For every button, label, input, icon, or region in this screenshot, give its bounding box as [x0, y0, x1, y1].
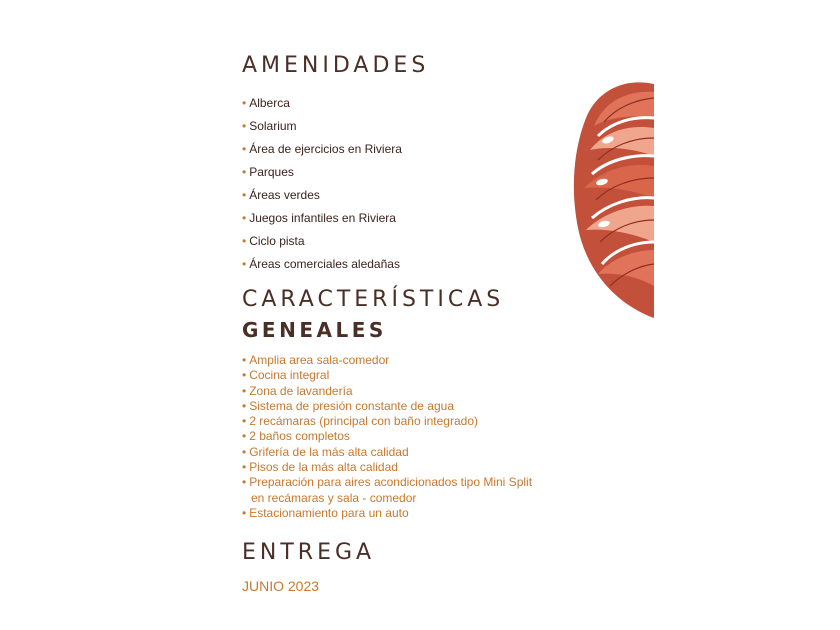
list-item — [242, 142, 402, 165]
list-item — [242, 460, 532, 475]
list-item — [242, 234, 402, 257]
feature-label-continued: en recámaras y sala - comedor — [251, 490, 417, 505]
list-item — [242, 475, 532, 506]
feature-label: 2 baños completos — [249, 429, 350, 444]
list-item — [242, 414, 532, 429]
bullet: • — [242, 475, 247, 490]
feature-label: Estacionamiento para un auto — [249, 505, 409, 520]
list-item — [242, 384, 532, 399]
feature-label: Amplia area sala-comedor — [249, 353, 390, 367]
features-list — [242, 353, 532, 521]
bullet: • — [242, 505, 247, 520]
bullet: • — [242, 188, 247, 202]
list-item — [242, 445, 532, 460]
bullet: • — [242, 414, 247, 429]
amenity-label: Juegos infantiles en Riviera — [249, 211, 396, 225]
bullet: • — [242, 119, 247, 133]
list-item — [242, 353, 532, 368]
bullet: • — [242, 234, 247, 248]
list-item — [242, 257, 402, 280]
amenities-list — [242, 96, 402, 280]
bullet: • — [242, 444, 247, 459]
feature-label: Preparación para aires acondicionados tipo Mini Split — [249, 475, 533, 490]
list-item — [242, 429, 532, 444]
feature-label: Sistema de presión constante de agua — [249, 398, 455, 413]
amenity-label: Áreas comerciales aledañas — [249, 257, 400, 271]
bullet: • — [242, 429, 247, 444]
list-item — [242, 368, 532, 383]
amenity-label: Alberca — [249, 96, 290, 110]
list-item — [242, 211, 402, 234]
amenity-label: Área de ejercicios en Riviera — [249, 142, 402, 156]
bullet: • — [242, 383, 247, 398]
list-item — [242, 165, 402, 188]
bullet: • — [242, 142, 247, 156]
feature-label: Grifería de la más alta calidad — [249, 444, 409, 459]
bullet: • — [242, 368, 247, 383]
amenities-title: AMENIDADES — [242, 53, 430, 78]
feature-label: Pisos de la más alta calidad — [249, 460, 398, 475]
bullet: • — [242, 211, 247, 225]
feature-label: 2 recámaras (principal con baño integrado) — [249, 414, 478, 429]
bullet: • — [242, 398, 247, 413]
features-subtitle: GENEALES — [242, 318, 387, 342]
delivery-date: JUNIO 2023 — [242, 578, 320, 594]
list-item — [242, 399, 532, 414]
monstera-leaf-icon — [568, 78, 654, 320]
amenity-label: Parques — [249, 165, 294, 179]
list-item — [242, 188, 402, 211]
list-item — [242, 119, 402, 142]
amenity-label: Áreas verdes — [249, 188, 320, 202]
bullet: • — [242, 460, 247, 475]
bullet: • — [242, 165, 247, 179]
feature-label: Cocina integral — [249, 368, 330, 383]
feature-label: Zona de lavandería — [249, 383, 353, 398]
amenity-label: Solarium — [249, 119, 297, 133]
bullet: • — [242, 257, 247, 271]
bullet: • — [242, 96, 247, 110]
features-title: CARACTERÍSTICAS — [242, 287, 505, 312]
bullet: • — [242, 353, 247, 367]
list-item — [242, 506, 532, 521]
list-item — [242, 96, 402, 119]
delivery-title: ENTREGA — [242, 540, 376, 565]
amenity-label: Ciclo pista — [249, 234, 305, 248]
